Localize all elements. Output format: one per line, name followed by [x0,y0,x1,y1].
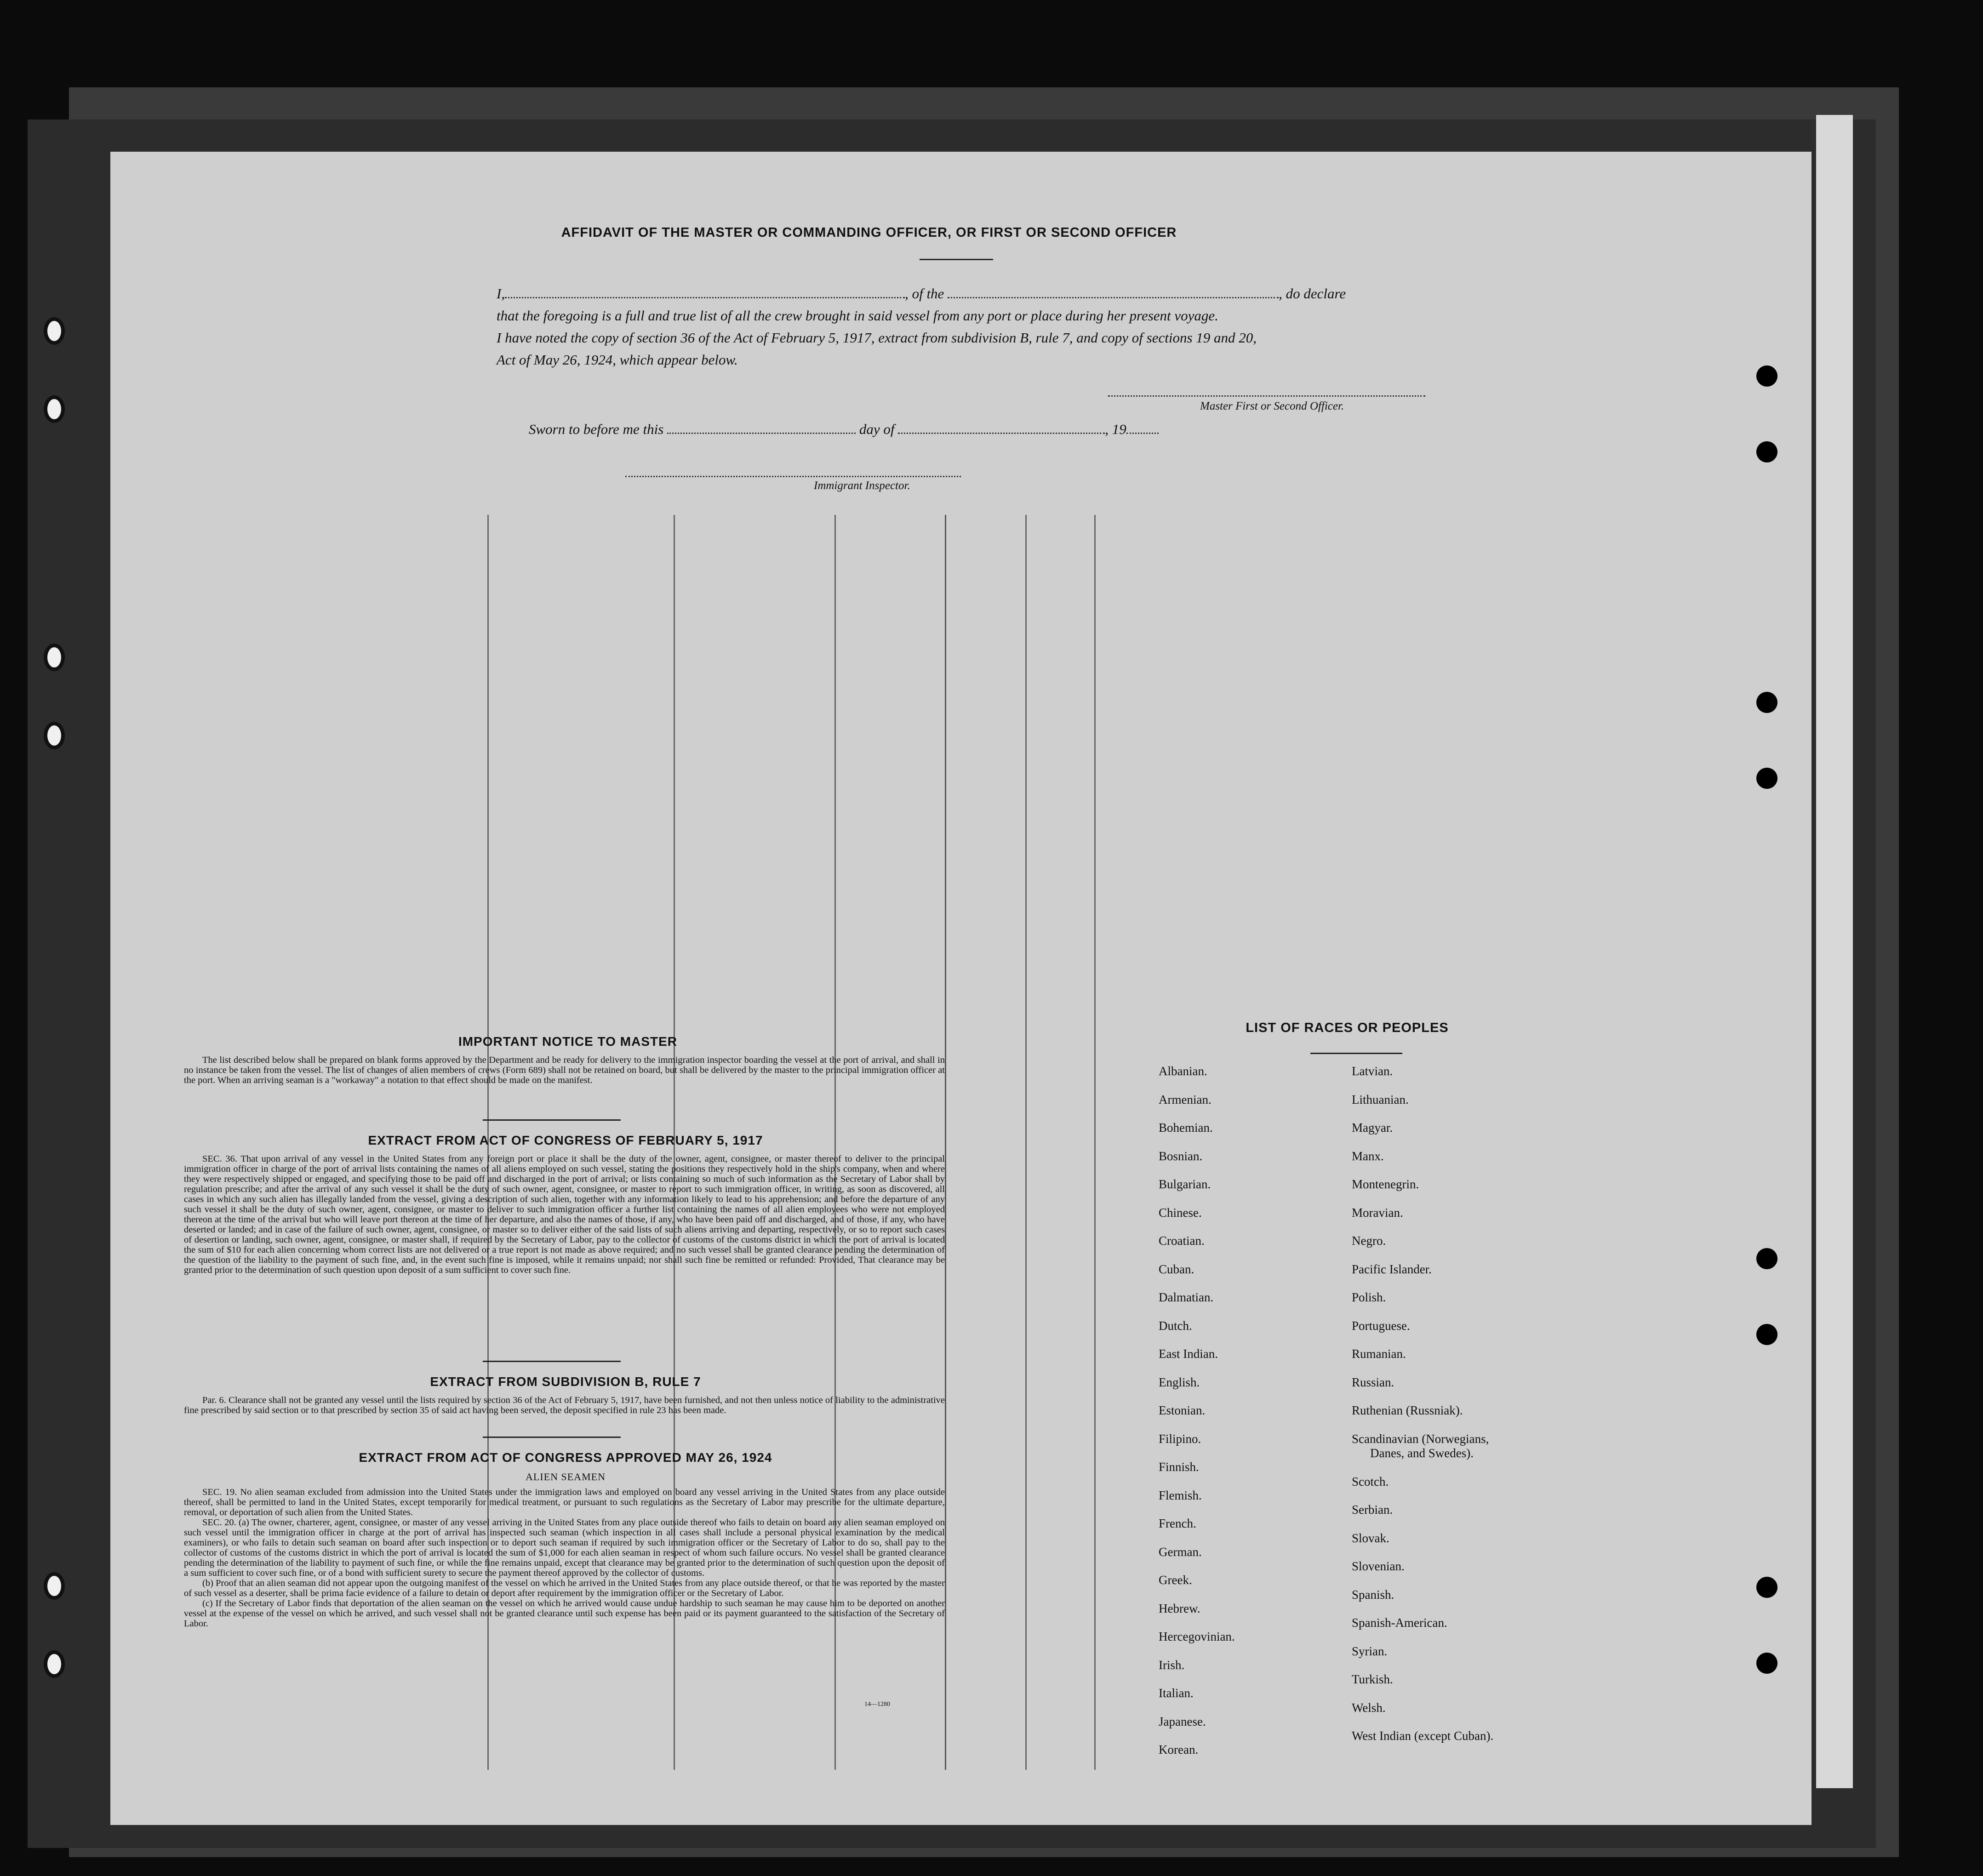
race-item: Danes, and Swedes). [1370,1446,1474,1460]
title-rule [920,259,993,260]
notice-title: IMPORTANT NOTICE TO MASTER [458,1034,678,1049]
binder-hole [44,722,65,749]
race-item: Ruthenian (Russniak). [1352,1403,1463,1417]
extract-rule7-body: Par. 6. Clearance shall not be granted any vessel until the lists required by section 36 of the Act of February 5, 1917, have been furnished, and not then unless notice of liability to the administrative fine prescribed by said section or to that prescribed by section 35 of said act having been served, the deposit specified in rule 23 has been made. [184,1395,945,1415]
race-item: Filipino. [1159,1431,1201,1446]
inspector-label: Immigrant Inspector. [814,479,910,492]
binder-hole [44,395,65,423]
name-blank[interactable] [505,297,905,298]
day-of-text: day of [859,421,895,437]
sworn-line [529,418,1159,440]
affidavit-page [110,152,1812,1825]
affidavit-line-4: Act of May 26, 1924, which appear below. [497,352,738,368]
section-rule [483,1119,621,1121]
race-item: German. [1159,1545,1202,1559]
binder-hole [44,644,65,671]
binder-hole [44,317,65,345]
sec20b-text: (b) Proof that an alien seaman did not appear upon the outgoing manifest of the vessel on which he arrived in the United States from any place outside thereof, or that he was reported by the master of such vessel as a deserter, shall be prima facie evidence of a failure to detain or deport after requirement by the immigration officer or the Secretary of Labor. [184,1578,945,1598]
race-item: Negro. [1352,1234,1386,1248]
punch-hole [1756,692,1777,713]
races-title-rule [1310,1053,1402,1054]
extract-rule7-title: EXTRACT FROM SUBDIVISION B, RULE 7 [430,1374,701,1389]
race-item: Bosnian. [1159,1149,1203,1163]
affidavit-line-1 [497,283,1568,305]
vessel-blank[interactable] [948,297,1279,298]
race-item: English. [1159,1375,1200,1389]
race-item: French. [1159,1517,1196,1530]
race-item: Polish. [1352,1290,1386,1304]
sec19-text: SEC. 19. No alien seaman excluded from admission into the United States under the immigration laws and employed on board any vessel arriving in the United States from any place outside thereof, shall be permitted to land in the United States, except temporarily for medical treatment, or pursuant to such regulations as the Secretary of Labor may prescribe for the ultimate departure, removal, or deportation of such alien from the United States. [184,1487,945,1517]
race-item: Slovenian. [1352,1559,1405,1573]
race-item: Hercegovinian. [1159,1630,1235,1643]
punch-hole [1756,1324,1777,1345]
race-item: Greek. [1159,1573,1192,1587]
alien-seamen-subtitle: ALIEN SEAMEN [526,1471,606,1483]
inspector-signature-line[interactable] [625,476,961,477]
section-rule [483,1437,621,1438]
notice-body: The list described below shall be prepared on blank forms approved by the Department and be ready for delivery to the immigration inspector boarding the vessel at the port of arrival, and shall in no instance be taken from the vessel. The list of changes of alien members of crews (Form 689) shall not be retained on board, but shall be delivered by the master to the principal immigration officer at the port. When an arriving seaman is a "workaway" a notation to that effect should be made on the manifest. [184,1055,945,1085]
punch-hole [1756,1577,1777,1598]
sworn-text: Sworn to before me this [529,421,664,437]
race-item: Flemish. [1159,1488,1202,1502]
race-item: Bohemian. [1159,1121,1213,1135]
affidavit-line-2: that the foregoing is a full and true list of all the crew brought in said vessel from any port or place during her present voyage. [497,308,1218,324]
race-item: Scandinavian (Norwegians, [1352,1431,1489,1446]
sworn-day-blank[interactable] [667,433,856,434]
affidavit-line-3: I have noted the copy of section 36 of the Act of February 5, 1917, extract from subdivision B, rule 7, and copy of sections 19 and 20, [497,330,1257,346]
race-item: Pacific Islander. [1352,1262,1432,1276]
race-item: Russian. [1352,1375,1394,1389]
signature-line[interactable] [1108,395,1425,397]
race-item: Slovak. [1352,1531,1389,1545]
punch-hole [1756,768,1777,789]
race-item: Moravian. [1352,1205,1403,1220]
race-item: Syrian. [1352,1644,1388,1658]
affidavit-declare: , do declare [1279,285,1346,302]
extract-1917-title: EXTRACT FROM ACT OF CONGRESS OF FEBRUARY 5, 1917 [368,1133,763,1147]
race-item: Japanese. [1159,1714,1206,1728]
race-item: Bulgarian. [1159,1177,1211,1191]
affidavit-title: AFFIDAVIT OF THE MASTER OR COMMANDING OFFICER, OR FIRST OR SECOND OFFICER [561,225,1177,240]
extract-1924-body [184,1487,945,1629]
year-blank[interactable] [1126,433,1159,434]
race-item: Magyar. [1352,1121,1393,1135]
punch-hole [1756,1248,1777,1269]
race-item: Albanian. [1159,1064,1207,1078]
affidavit-i: I, [497,285,505,302]
race-item: Italian. [1159,1686,1194,1700]
section-rule [483,1361,621,1362]
sec20a-text: SEC. 20. (a) The owner, charterer, agent, consignee, or master of any vessel arriving in the United States from any place outside thereof who fails to detain on board any alien seaman employed on such vessel until the immigration officer in charge at the port of arrival has inspected such seaman (which inspection in all cases shall include a personal physical examination by the medical examiners), or who fails to detain such seaman on board after such inspection or to deport such seaman if required by such immigration officer or the Secretary of Labor to do so, shall pay to the collector of customs of the customs district in which the port of arrival is located the sum of $1,000 for each alien seaman in respect of whom such failure occurs. No vessel shall be granted clearance pending the determination of the liability to payment of such fine, or while the fine remains unpaid, except that clearance may be granted prior to the determination of such question upon the deposit of a sum sufficient to cover such fine, or of a bond with sufficient surety to secure the payment thereof approved by the collector of customs. [184,1517,945,1578]
punch-hole [1756,1653,1777,1674]
race-item: Dalmatian. [1159,1290,1214,1304]
sheet-edge [1816,115,1853,1788]
extract-1924-title: EXTRACT FROM ACT OF CONGRESS APPROVED MAY 26, 1924 [359,1450,772,1465]
sworn-month-blank[interactable] [898,433,1105,434]
bleed-through-column [1094,515,1096,1770]
race-item: Croatian. [1159,1234,1205,1248]
affidavit-text [497,283,1568,371]
punch-hole [1756,365,1777,387]
race-item: Montenegrin. [1352,1177,1419,1191]
binder-hole [44,1650,65,1678]
race-item: Welsh. [1352,1700,1386,1715]
race-item: Dutch. [1159,1318,1192,1333]
year-prefix: , 19 [1105,421,1126,437]
races-title: LIST OF RACES OR PEOPLES [1246,1021,1449,1035]
signature-label: Master First or Second Officer. [1200,400,1344,412]
race-item: Rumanian. [1352,1347,1406,1361]
race-item: Armenian. [1159,1092,1212,1106]
race-item: Lithuanian. [1352,1092,1409,1106]
form-number: 14—1280 [864,1701,890,1708]
extract-1917-body: SEC. 36. That upon arrival of any vessel in the United States from any foreign port or place it shall be the duty of the owner, agent, consignee, or master thereof to deliver to the principal immigration officer in charge of the port of arrival lists containing the names of all aliens employed on such vessel, stating the positions they respectively hold in the ship's company, when and where they were respectively shipped or engaged, and specifying those to be paid off and discharged in the port of arrival; or lists containing so much of such information as the Secretary of Labor shall by regulation prescribe; and after the arrival of any such vessel it shall be the duty of such owner, agent, consignee, or master to report to such immigration officer, in writing, as soon as discovered, all cases in which any such alien has illegally landed from the vessel, giving a description of such alien, together with any information likely to lead to his apprehension; and before the departure of any such vessel it shall be the duty of such owner, agent, consignee, or master to deliver to such immigration officer a further list containing the names of all alien employees who were not employed thereon at the time of the arrival but who will leave port thereon at the time of her departure, and also the names of those, if any, who have been paid off and discharged, and of those, if any, who have deserted or landed; and in case of the failure of such owner, agent, consignee, or master so to deliver either of the said lists of such aliens arriving and departing, respectively, or so to report such cases of desertion or landing, such owner, agent, consignee, or master shall, if required by the Secretary of Labor, pay to the collector of customs of the customs district in which the port of arrival is located the sum of $10 for each alien concerning whom correct lists are not delivered or a true report is not made as above required; and no such vessel shall be granted clearance pending the determination of the question of the liability to the payment of such fine, and, in the event such fine is imposed, while it remains unpaid; nor shall such fine be remitted or refunded: Provided, That clearance may be granted prior to the determination of such question upon deposit of a sum sufficient to cover such fine. [184,1154,945,1275]
race-item: Manx. [1352,1149,1384,1163]
race-item: Korean. [1159,1743,1199,1756]
race-item: Hebrew. [1159,1601,1200,1615]
race-item: Estonian. [1159,1403,1206,1417]
race-item: Chinese. [1159,1205,1202,1220]
race-item: Portuguese. [1352,1318,1410,1333]
bleed-through-column [1025,515,1027,1770]
race-item: Latvian. [1352,1064,1393,1078]
punch-hole [1756,441,1777,462]
race-item: Finnish. [1159,1460,1199,1474]
affidavit-of-the: , of the [905,285,944,302]
race-item: Spanish-American. [1352,1616,1447,1630]
sec20c-text: (c) If the Secretary of Labor finds that deportation of the alien seaman on the vessel on which he arrived would cause undue hardship to such seaman he may cause him to be deported on another vessel at the expense of the vessel on which he arrived, and such vessel shall not be granted clearance until such expense has been paid or its payment guaranteed to the satisfaction of the Secretary of Labor. [184,1598,945,1629]
race-item: West Indian (except Cuban). [1352,1729,1494,1743]
race-item: East Indian. [1159,1347,1218,1361]
race-item: Cuban. [1159,1262,1194,1276]
race-item: Irish. [1159,1658,1185,1672]
race-item: Serbian. [1352,1503,1393,1517]
race-item: Spanish. [1352,1587,1394,1602]
binder-hole [44,1572,65,1600]
race-item: Turkish. [1352,1672,1393,1686]
race-item: Scotch. [1352,1474,1389,1488]
